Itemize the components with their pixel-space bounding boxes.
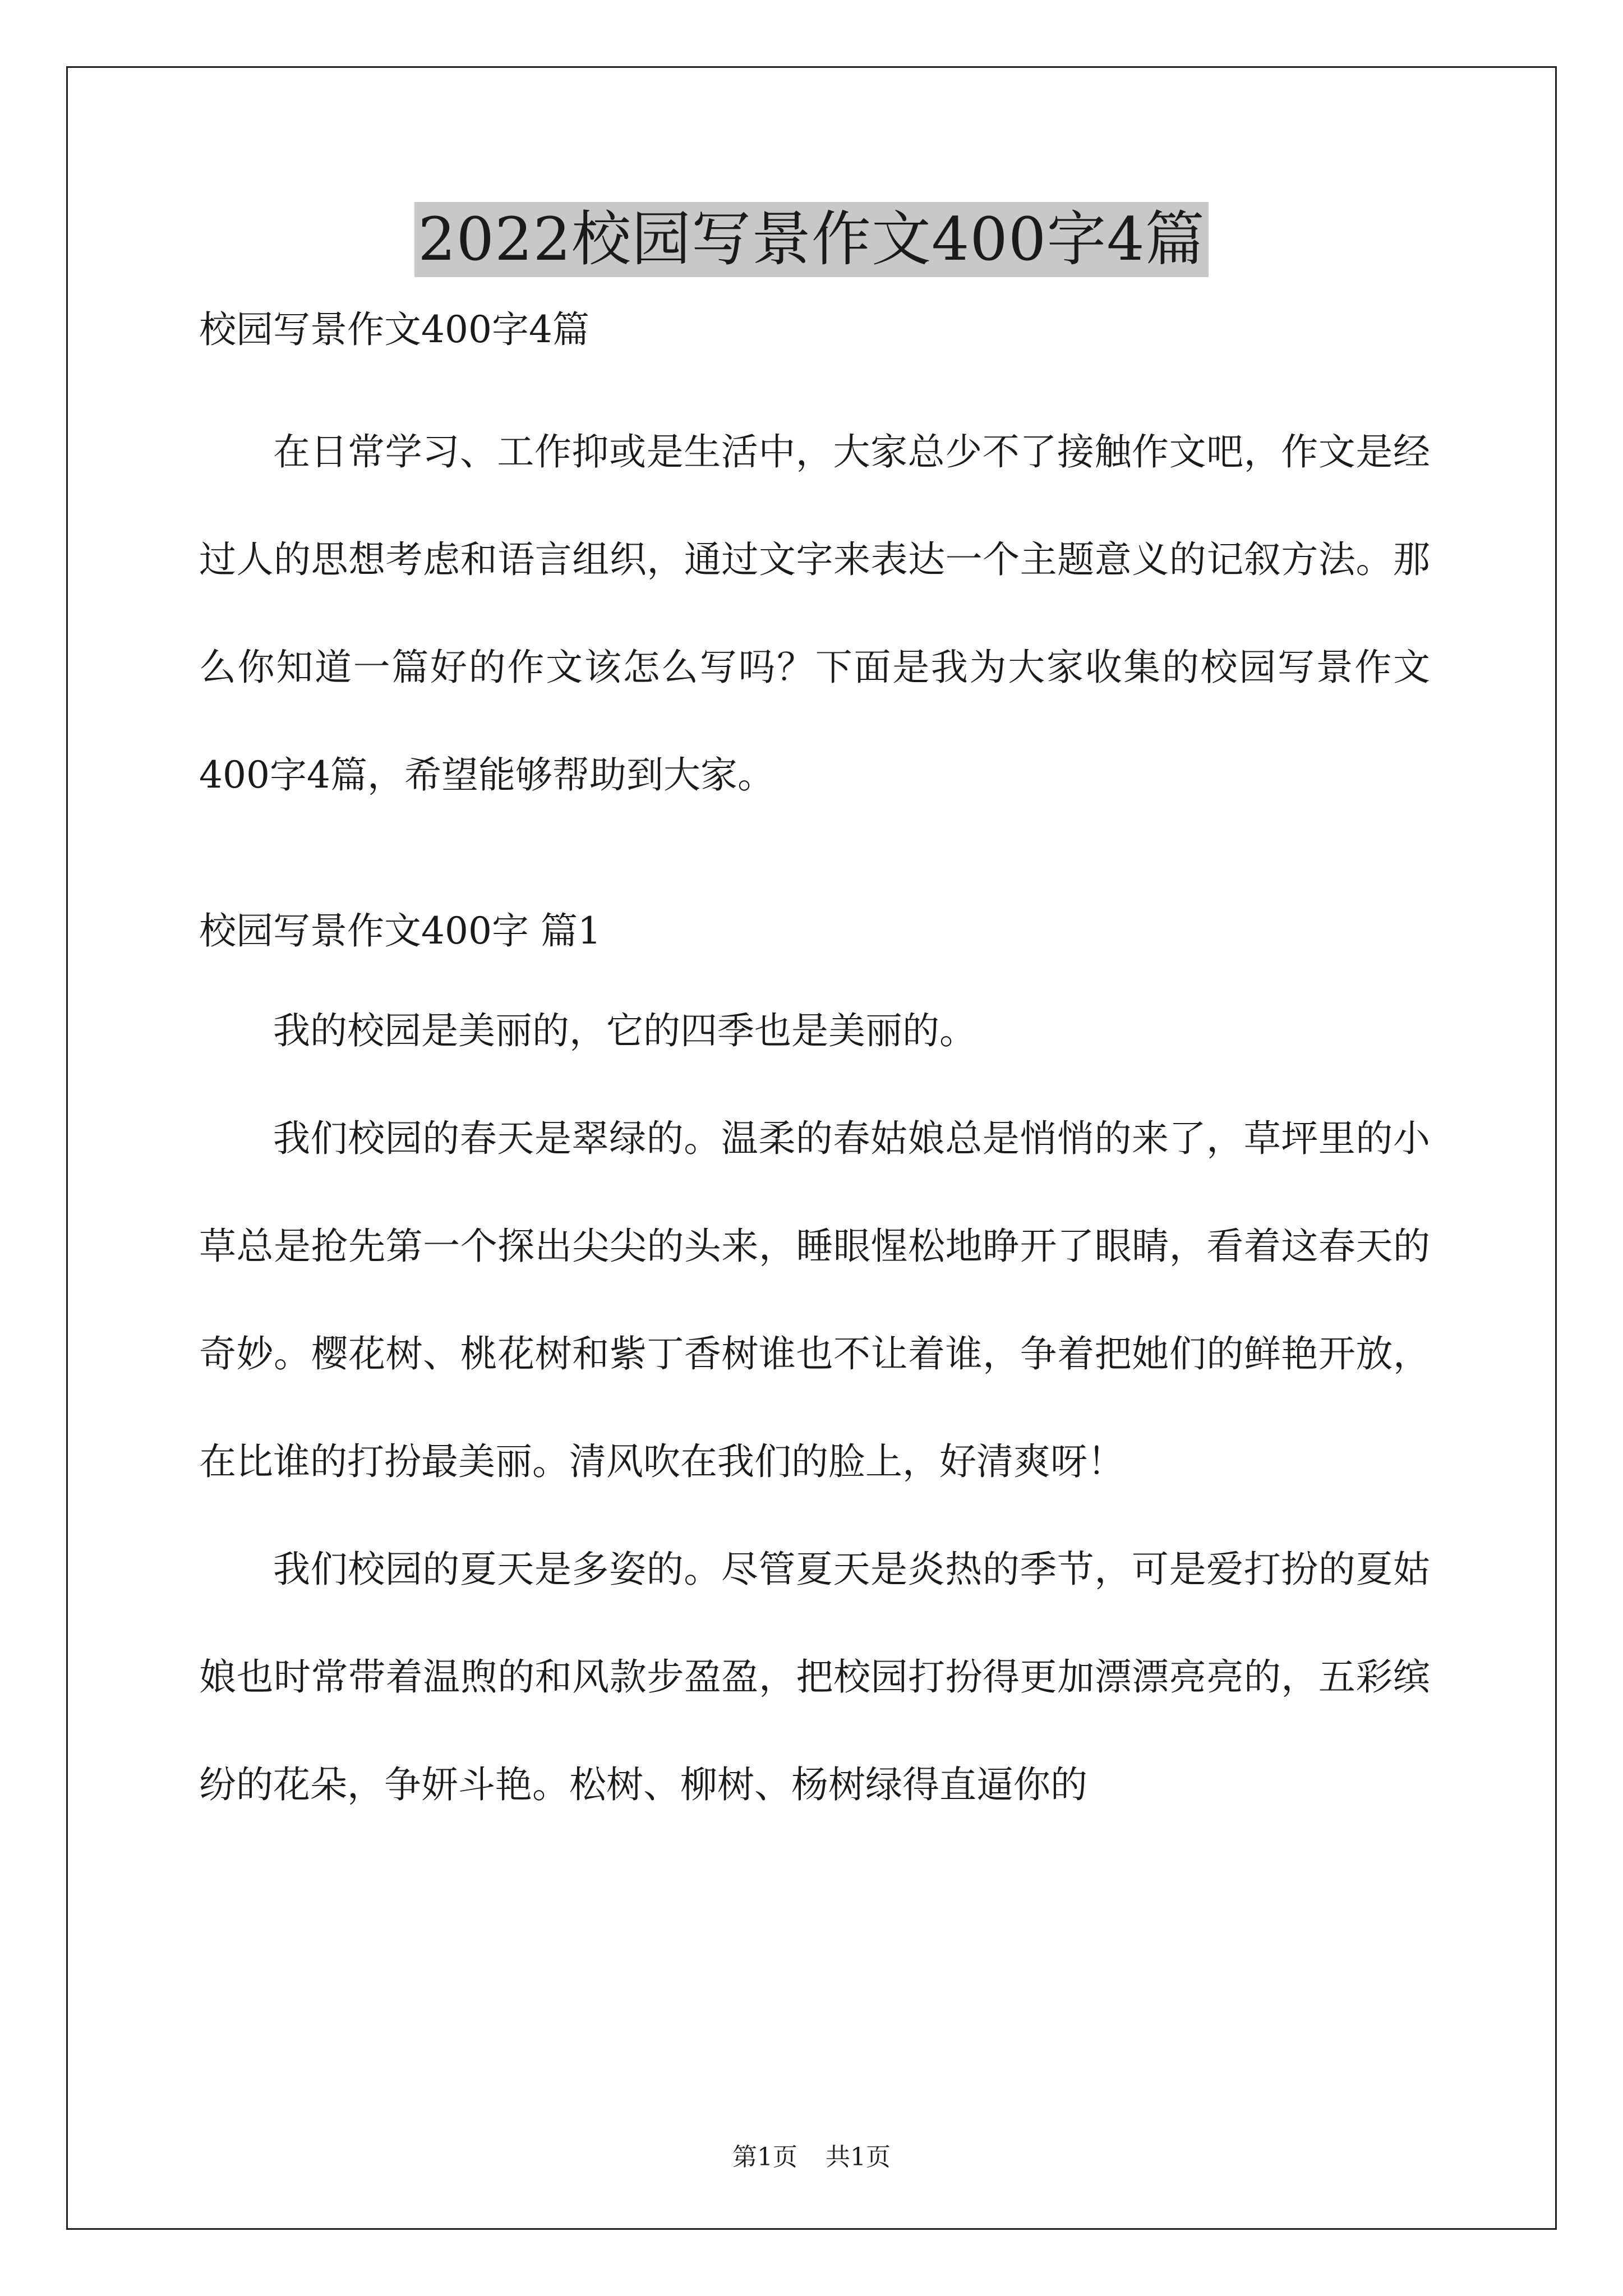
document-body [199, 307, 1430, 1839]
document-subtitle: 校园写景作文400字4篇 [199, 308, 589, 351]
body-paragraph-3: 我们校园的夏天是多姿的。尽管夏天是炎热的季节，可是爱打扮的夏姑娘也时常带着温煦的和风款步盈盈，把校园打扮得更加漂漂亮亮的，五彩缤纷的花朵，争妍斗艳。松树、柳树、杨树绿得直逼你的 [199, 1548, 1430, 1806]
document-title: 2022校园写景作文400字4篇 [414, 202, 1209, 277]
page-number-total: 共1页 [826, 2143, 891, 2171]
intro-paragraph: 在日常学习、工作抑或是生活中，大家总少不了接触作文吧，作文是经过人的思想考虑和语言组织，通过文字来表达一个主题意义的记叙方法。那么你知道一篇好的作文该怎么写吗？下面是我为大家收集的校园写景作文400字4篇，希望能够帮助到大家。 [199, 430, 1430, 797]
title-block [0, 202, 1623, 277]
page-number-current: 第1页 [732, 2143, 797, 2171]
page-footer [0, 2142, 1623, 2173]
section-title: 校园写景作文400字 篇1 [199, 909, 601, 953]
body-paragraph-2: 我们校园的春天是翠绿的。温柔的春姑娘总是悄悄的来了，草坪里的小草总是抢先第一个探出尖尖的头来，睡眼惺松地睁开了眼睛，看着这春天的奇妙。樱花树、桃花树和紫丁香树谁也不让着谁，争着把她们的鲜艳开放，在比谁的打扮最美丽。清风吹在我们的脸上，好清爽呀！ [199, 1117, 1430, 1483]
body-paragraph-1: 我的校园是美丽的，它的四季也是美丽的。 [273, 1009, 976, 1052]
